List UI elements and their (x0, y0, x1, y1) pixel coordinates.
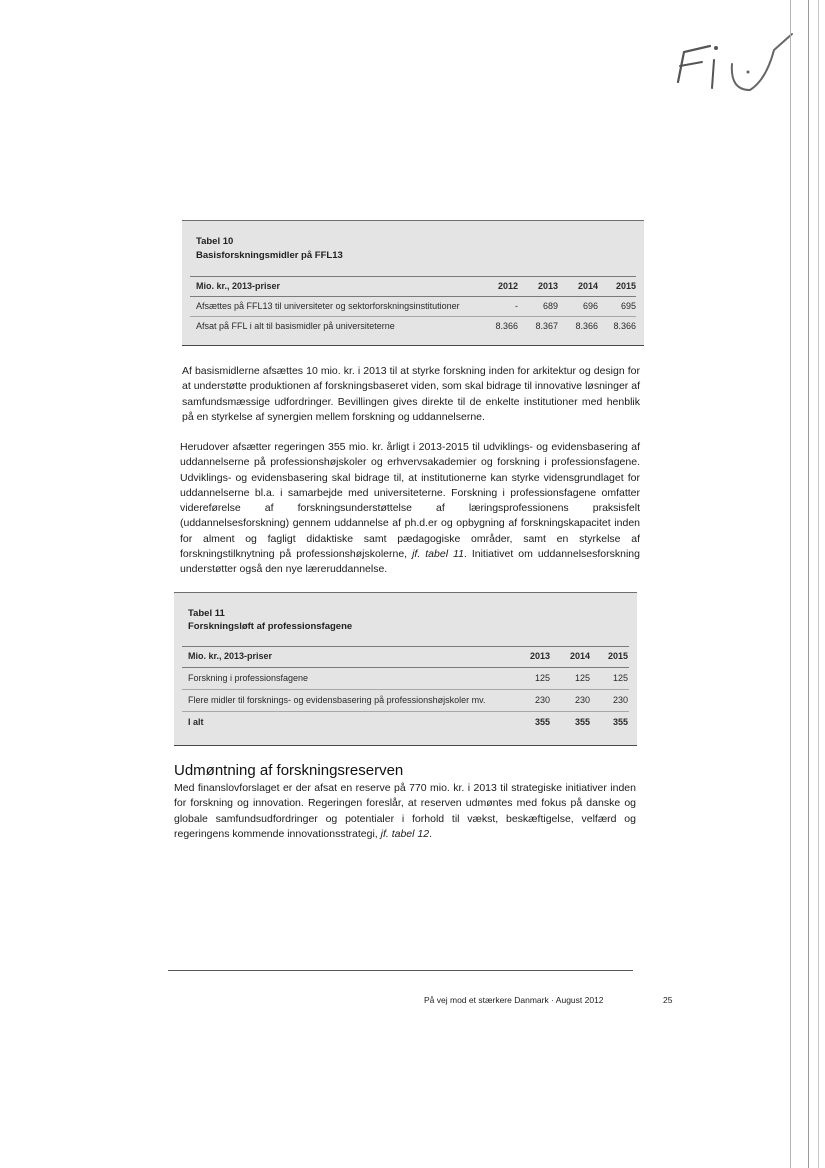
footer-rule (168, 970, 633, 971)
column-year: 2015 (607, 651, 628, 661)
paragraph-text: . Initiativet om uddannelsesforskning understøtter også den nye læreruddannelse. (180, 548, 640, 576)
table-header-label: Mio. kr., 2013-priser (188, 651, 273, 661)
footer-title: På vej mod et stærkere Danmark · August 2012 (424, 995, 604, 1005)
table-caption-title: Forskningsløft af professionsfagene (188, 621, 353, 632)
table-header-row (174, 648, 637, 666)
body-paragraph: Af basismidlerne afsættes 10 mio. kr. i 2013 til at styrke forskning inden for arkitektur og design for at understøtte produktionen af forskningsbaseret viden, som skal bidrage til innovative løsninger af samfundsmæssige udfordringer. Bevillingen gives direkte til de enkelte institutioner med henblik på en styrkelse af synergien mellem forskning og uddannelserne. (182, 365, 640, 423)
row-value: 8.367 (535, 321, 558, 331)
table-caption-number: Tabel 11 (188, 608, 225, 619)
table-reference: jf. tabel 12 (380, 827, 430, 840)
table-row (174, 692, 637, 710)
row-label: Afsættes på FFL13 til universiteter og sektorforskningsinstitutioner (196, 301, 460, 311)
table-reference: jf. tabel 11 (412, 548, 464, 561)
row-value: 8.366 (495, 321, 518, 331)
row-value: 230 (612, 695, 628, 705)
row-value: - (515, 301, 518, 311)
total-value: 355 (574, 717, 590, 727)
table-header-label: Mio. kr., 2013-priser (196, 281, 281, 291)
handwritten-initials (670, 30, 795, 110)
table-total-row (174, 714, 637, 732)
column-year: 2013 (537, 281, 558, 291)
row-value: 125 (574, 673, 590, 683)
body-paragraph (180, 440, 640, 578)
table-11 (174, 592, 637, 746)
table-header-row (182, 278, 644, 296)
row-label: Afsat på FFL i alt til basismidler på universiteterne (196, 321, 395, 331)
column-year: 2015 (615, 281, 636, 291)
row-label: Flere midler til forsknings- og evidensbasering på professionshøjskoler mv. (188, 695, 486, 705)
column-year: 2012 (497, 281, 518, 291)
table-caption-title: Basisforskningsmidler på FFL13 (196, 250, 343, 261)
row-value: 230 (574, 695, 590, 705)
section-heading: Udmøntning af forskningsreserven (174, 762, 404, 779)
row-value: 230 (534, 695, 550, 705)
paragraph-text: Herudover afsætter regeringen 355 mio. kr. årligt i 2013-2015 til udviklings- og evidensbasering af uddannelserne på professionshøjskoler og erhvervsakademier og forskning i professionsfagene. Udviklings- og evidensbasering skal bidrage til, at institutionerne kan styrke vidensgrundlaget for uddannelserne bl.a. i samarbejde med universiteterne. Forskning i professionsfagene omfatter videreførelse af forskningsunderstøttelse af læringsprofessionens praksisfelt (uddannelsesforskning) gennem uddannelse af ph.d.er og opbygning af forskningskapacitet inden for alment og fagligt didaktiske samt pædagogiske områder, samt en styrkelse af forskningstilknytning på professionshøjskolerne, (180, 441, 640, 561)
row-value: 125 (612, 673, 628, 683)
row-value: 689 (542, 301, 558, 311)
row-value: 125 (534, 673, 550, 683)
table-row (182, 298, 644, 316)
total-label: I alt (188, 717, 204, 727)
total-value: 355 (612, 717, 628, 727)
paragraph-text: . (429, 827, 432, 840)
row-value: 8.366 (575, 321, 598, 331)
column-year: 2014 (577, 281, 598, 291)
table-row (174, 670, 637, 688)
row-value: 695 (620, 301, 636, 311)
row-label: Forskning i professionsfagene (188, 673, 309, 683)
row-value: 696 (582, 301, 598, 311)
paragraph-text: Med finanslovforslaget er der afsat en reserve på 770 mio. kr. i 2013 til strategiske initiativer inden for forskning og innovation. Regeringen foreslår, at reserven udmøntes med fokus på danske og globale samfundsudfordringer og potentialer i forhold til vækst, beskæftigelse, velfærd og regeringens kommende innovationsstrategi, (174, 782, 636, 840)
row-value: 8.366 (613, 321, 636, 331)
table-10 (182, 220, 644, 346)
scan-edge-line (808, 0, 809, 1168)
table-caption-number: Tabel 10 (196, 236, 234, 247)
body-paragraph (174, 781, 636, 842)
page-number: 25 (663, 995, 673, 1005)
scan-edge-line (790, 0, 791, 1168)
column-year: 2014 (569, 651, 590, 661)
column-year: 2013 (529, 651, 550, 661)
table-row (182, 318, 644, 336)
scan-edge-line (818, 0, 819, 1168)
total-value: 355 (534, 717, 550, 727)
